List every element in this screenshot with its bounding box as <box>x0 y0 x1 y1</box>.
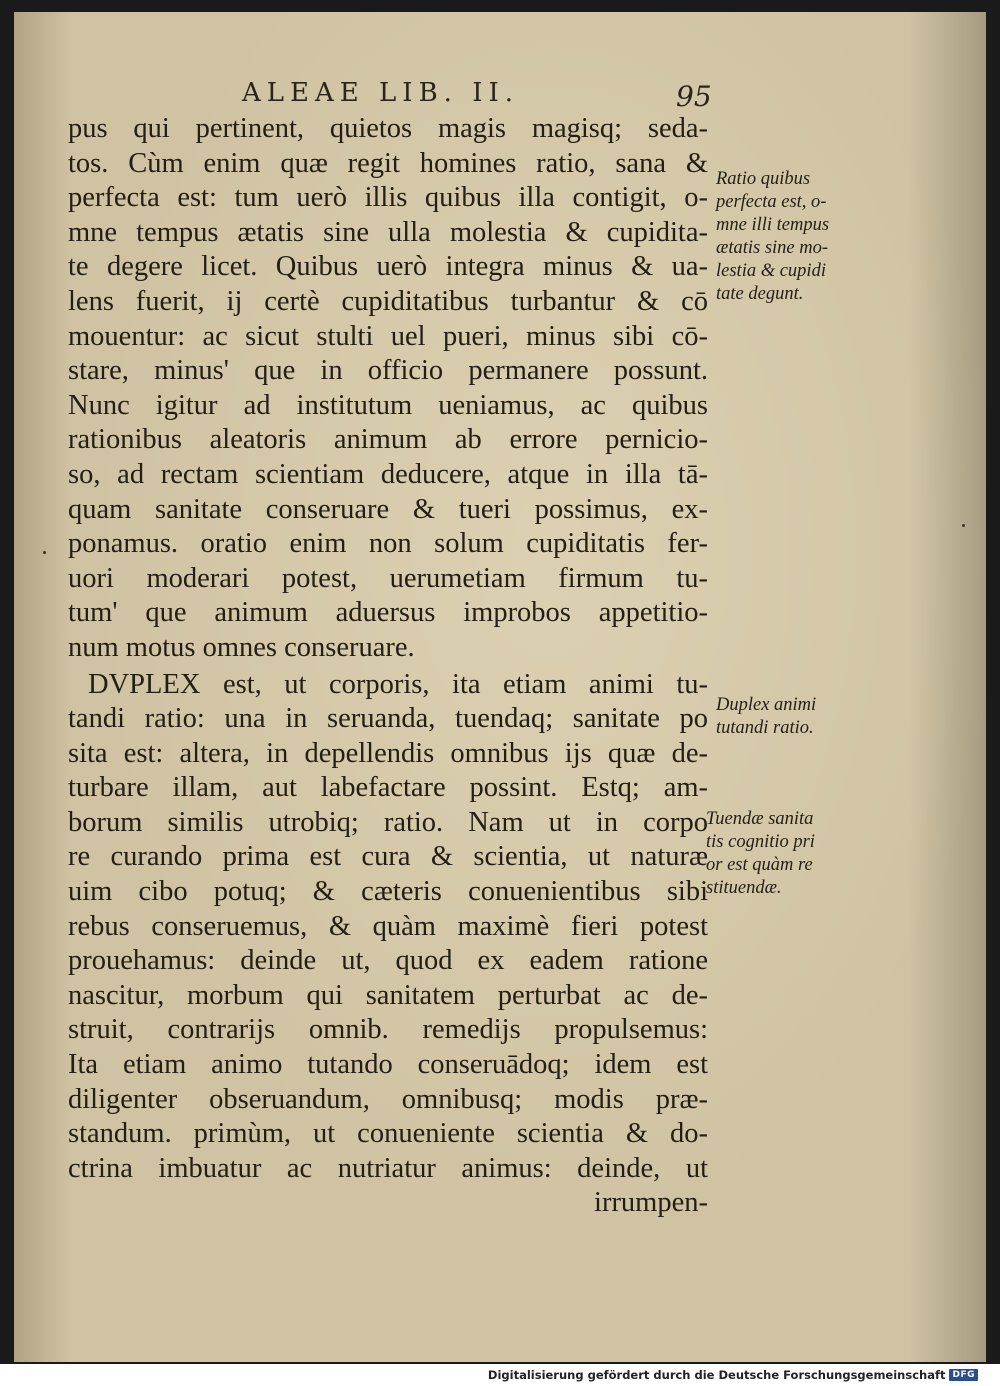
text-line: turbare illam, aut labefactare possint. Estq; am- <box>68 772 708 804</box>
text-line: lens fuerit, ij certè cupiditatibus turbantur & cō <box>68 285 708 317</box>
text-line: tum' que animum aduersus improbos appetitio- <box>68 597 708 629</box>
margin-note-line: tutandi ratio. <box>716 718 814 738</box>
body-text <box>68 112 708 1221</box>
running-head: ALEAE LIB. II. <box>242 78 520 108</box>
text-line: borum similis utrobiq; ratio. Nam ut in corpo <box>68 806 708 838</box>
dfg-logo: DFG <box>949 1369 978 1381</box>
margin-note-duplex <box>716 694 816 740</box>
margin-note-line: Tuendæ sanita <box>706 809 814 829</box>
text-line: tos. Cùm enim quæ regit homines ratio, sana & <box>68 147 708 179</box>
text-line: diligenter obseruandum, omnibusq; modis præ- <box>68 1083 708 1115</box>
margin-note-line: Duplex animi <box>716 695 817 715</box>
text-line: mouentur: ac sicut stulti uel pueri, minus sibi cō- <box>68 320 708 352</box>
text-line: struit, contrarijs omnib. remedijs propulsemus: <box>68 1014 708 1046</box>
text-line: Nunc igitur ad institutum ueniamus, ac quibus <box>68 389 708 421</box>
page-number: 95 <box>676 80 712 113</box>
text-line: ponamus. oratio enim non solum cupiditatis fer- <box>68 528 708 560</box>
catchword: irrumpen- <box>594 1187 708 1219</box>
text-line: rebus conseruemus, & quàm maximè fieri potest <box>68 910 708 942</box>
text-line: uori moderari potest, uerumetiam firmum tu- <box>68 562 708 594</box>
text-line: Ita etiam animo tutando conseruādoq; idem est <box>68 1049 708 1081</box>
text-line: DVPLEX est, ut corporis, ita etiam animi tu- <box>88 668 708 700</box>
text-line: perfecta est: tum uerò illis quibus illa contigit, o- <box>68 182 708 214</box>
text-line: re curando prima est cura & scientia, ut naturæ <box>68 841 708 873</box>
margin-note-line: stituendæ. <box>706 878 782 898</box>
text-line: pus qui pertinent, quietos magis magisq; seda- <box>68 113 708 144</box>
margin-note-tuendae <box>706 808 815 900</box>
text-line: so, ad rectam scientiam deducere, atque in illa tā- <box>68 458 708 490</box>
margin-note-line: mne illi tempus <box>716 215 830 235</box>
margin-note-ratio <box>716 168 829 306</box>
ink-speck <box>962 524 965 527</box>
margin-note-line: or est quàm re <box>706 855 813 875</box>
margin-note-line: lestia & cupidi <box>716 261 826 281</box>
text-line: num motus omnes conseruare. <box>68 631 415 663</box>
text-line: sita est: altera, in depellendis omnibus ijs quæ de- <box>68 737 708 769</box>
text-line: quam sanitate conseruare & tueri possimus, ex- <box>68 493 708 525</box>
text-line: rationibus aleatoris animum ab errore pernicio- <box>68 424 708 456</box>
margin-note-line: tate degunt. <box>716 284 804 304</box>
text-line: tandi ratio: una in seruanda, tuendaq; sanitate po <box>68 703 708 735</box>
credit-text: Digitalisierung gefördert durch die Deutsche Forschungsgemeinschaft <box>487 1368 946 1382</box>
digitization-credit <box>488 1368 978 1382</box>
text-line: ctrina imbuatur ac nutriatur animus: deinde, ut <box>68 1152 708 1184</box>
text-line: mne tempus ætatis sine ulla molestia & cupidita- <box>68 216 708 248</box>
text-line: uim cibo potuq; & cæteris conuenientibus sibi <box>68 876 708 908</box>
text-line: standum. primùm, ut conueniente scientia & do- <box>68 1118 708 1150</box>
margin-note-line: tis cognitio pri <box>706 832 815 852</box>
margin-note-line: perfecta est, o- <box>716 192 827 212</box>
margin-note-line: Ratio quibus <box>716 169 811 189</box>
text-line: prouehamus: deinde ut, quod ex eadem ratione <box>68 945 708 977</box>
text-line: stare, minus' que in officio permanere possunt. <box>68 355 708 387</box>
ink-speck <box>43 551 46 554</box>
text-line: te degere licet. Quibus uerò integra minus & ua- <box>68 251 708 283</box>
text-line: nascitur, morbum qui sanitatem perturbat ac de- <box>68 979 708 1011</box>
margin-note-line: ætatis sine mo- <box>716 238 829 258</box>
